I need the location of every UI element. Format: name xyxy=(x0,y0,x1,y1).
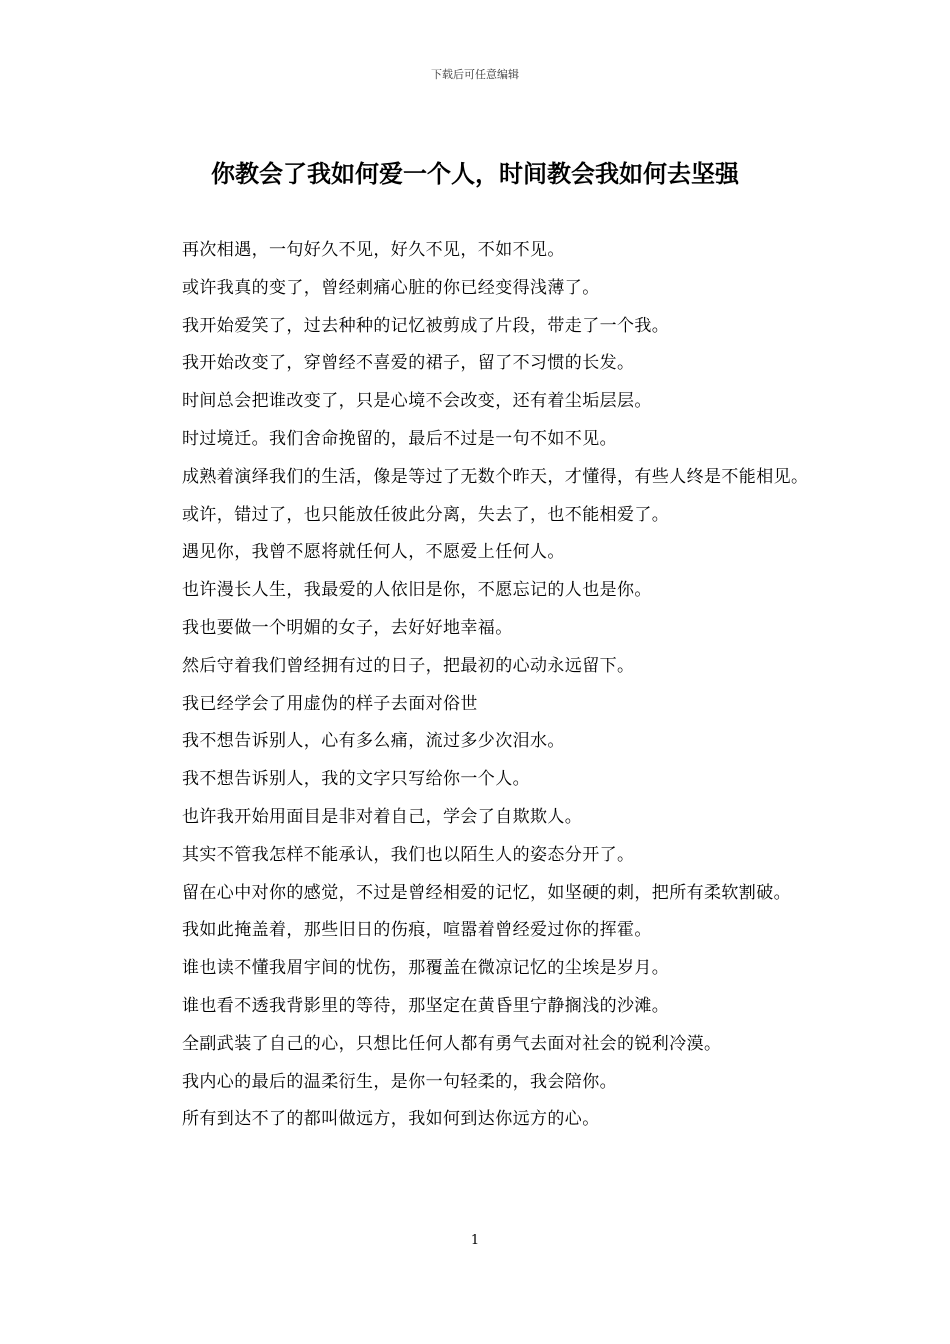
paragraph: 或许，错过了，也只能放任彼此分离，失去了，也不能相爱了。 xyxy=(182,504,670,525)
paragraph: 我内心的最后的温柔衍生，是你一句轻柔的，我会陪你。 xyxy=(182,1071,617,1092)
paragraph: 谁也看不透我背影里的等待，那坚定在黄昏里宁静搁浅的沙滩。 xyxy=(182,995,670,1016)
paragraph: 我开始改变了，穿曾经不喜爱的裙子，留了不习惯的长发。 xyxy=(182,353,635,374)
paragraph: 留在心中对你的感觉，不过是曾经相爱的记忆，如坚硬的刺，把所有柔软割破。 xyxy=(182,882,791,903)
document-body xyxy=(145,232,810,1139)
page-header: 下载后可任意编辑 xyxy=(431,68,519,81)
paragraph: 或许我真的变了，曾经刺痛心脏的你已经变得浅薄了。 xyxy=(182,277,600,298)
paragraph: 其实不管我怎样不能承认，我们也以陌生人的姿态分开了。 xyxy=(182,844,635,865)
paragraph: 谁也读不懂我眉宇间的忧伤，那覆盖在微凉记忆的尘埃是岁月。 xyxy=(182,958,670,979)
paragraph: 我不想告诉别人，我的文字只写给你一个人。 xyxy=(182,769,530,790)
paragraph: 我如此掩盖着，那些旧日的伤痕，喧嚣着曾经爱过你的挥霍。 xyxy=(182,920,652,941)
paragraph: 再次相遇，一句好久不见，好久不见，不如不见。 xyxy=(182,240,565,260)
paragraph: 成熟着演绎我们的生活，像是等过了无数个昨天，才懂得，有些人终是不能相见。 xyxy=(182,466,809,487)
paragraph: 我不想告诉别人，心有多么痛，流过多少次泪水。 xyxy=(182,731,565,752)
paragraph: 全副武装了自己的心，只想比任何人都有勇气去面对社会的锐利冷漠。 xyxy=(182,1033,722,1054)
paragraph: 我开始爱笑了，过去种种的记忆被剪成了片段，带走了一个我。 xyxy=(182,315,670,336)
paragraph: 我也要做一个明媚的女子，去好好地幸福。 xyxy=(182,617,513,638)
paragraph: 时过境迁。我们舍命挽留的，最后不过是一句不如不见。 xyxy=(182,428,617,449)
paragraph: 时间总会把谁改变了，只是心境不会改变，还有着尘垢层层。 xyxy=(182,391,652,412)
paragraph: 然后守着我们曾经拥有过的日子，把最初的心动永远留下。 xyxy=(182,655,635,676)
paragraph: 遇见你，我曾不愿将就任何人，不愿爱上任何人。 xyxy=(182,542,565,563)
paragraph: 所有到达不了的都叫做远方，我如何到达你远方的心。 xyxy=(182,1109,600,1130)
paragraph: 也许我开始用面目是非对着自己，学会了自欺欺人。 xyxy=(182,806,583,827)
paragraph: 也许漫长人生，我最爱的人依旧是你，不愿忘记的人也是你。 xyxy=(182,580,652,601)
document-title: 你教会了我如何爱一个人，时间教会我如何去坚强 xyxy=(211,160,739,188)
page-number: 1 xyxy=(470,1233,480,1248)
paragraph: 我已经学会了用虚伪的样子去面对俗世 xyxy=(182,693,478,714)
